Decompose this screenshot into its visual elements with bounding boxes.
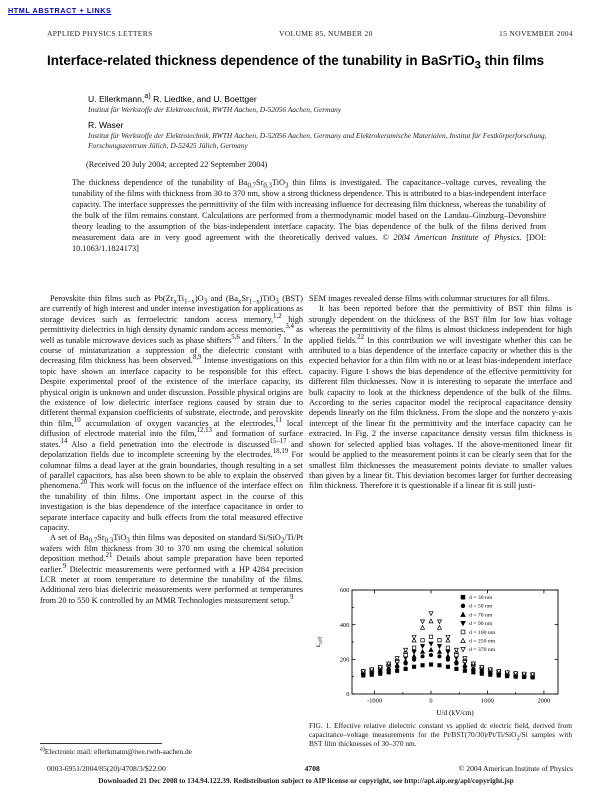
svg-text:d = 90 nm: d = 90 nm <box>469 621 493 628</box>
body-paragraph: It has been reported before that the permittivity of BST thin films is strongly dependent on the thickness of the BST film for low bias voltage whereas the permittivity of the films is almost thickness independent for high applied fields.$^{22}$ In this contribution we will investigate whether this can be attributed to a bias dependence of the interface capacity or whether this is the expected behavior for a thin film with no or at least bias-independent interface capacity. Figure 1 shows the bias dependence of the effective permittivity for different film thicknesses. Now it is interesting to separate the interface and bulk capacity to look at the thickness dependence of the bulk of the films. According to the series capacitor model the reciprocal capacitance density depends linearly on the film thickness. From the slope and the nonzero y-axis intercept of the linear fit the permittivity and the interface capacity can be extracted. In Fig. 2 the inverse capacitance density versus film thickness is shown for selected applied bias voltages. If the above-mentioned linear fit would be applied to the measurement points it can be clearly seen that for the smallest film thicknesses the measurement points deviate to smaller values than given by a linear fit. This deviation becomes larger for further decreasing film thickness. Therefore it is questionable if a linear fit is still justi- <box>309 304 572 491</box>
svg-text:d = 250 nm: d = 250 nm <box>469 638 496 645</box>
svg-text:-1000: -1000 <box>367 697 383 705</box>
svg-text:0: 0 <box>346 691 350 699</box>
svg-text:200: 200 <box>339 656 350 664</box>
affiliation-2: Institut für Werkstoffe der Elektrotechnik, RWTH Aachen, D-52056 Aachen, Germany and Elektrokeramische Materialen, Institut für Festkörperforschung, Forschungszentrum Jülich, D-52425 Jülich, Germany <box>88 131 547 150</box>
author-footnote: $^{a)}$Electronic mail: ellerkmann@iwe.rwth-aachen.de <box>40 747 303 756</box>
page-footer <box>47 764 573 773</box>
svg-text:1000: 1000 <box>481 697 494 705</box>
journal-date: 15 NOVEMBER 2004 <box>499 29 573 38</box>
body-paragraph: Perovskite thin films such as $Pb(Zr_xTi_{1-x})O_3$ and $(Ba_xSr_{1-x})TiO_3$ (BST) are currently of high interest and under intense investigation for applications as storage devices such as ferroelectric random access memory,$^{1,2}$ high permittivity dielectrics in high density dynamic random access memories,$^{3,4}$ as well as tunable microwave devices such as phase shifters$^{5,6}$ and filters.$^7$ In the course of miniaturization a suppression of the dielectric constant with decreasing film thickness has been observed.$^{8,9}$ Intense investigations on this topic have shown an interface capacity to be responsible for this effect. Despite experimental proof of the existence of the interface capacity, its physical origin is unknown and under discussion. Possible physical origins are the existence of low dielectric interface regions caused by strain due to different thermal expansion coefficients of substrate, electrode, and perovskite thin film,$^{10}$ accumulation of oxygen vacancies at the electrodes,$^{11}$ local diffusion of electrode material into the film,$^{12,13}$ and formation of surface states.$^{14}$ Also a field penetration into the electrode is discussed$^{15-17}$ and depolarization fields due to incomplete screening by the electrodes.$^{18,19}$ For columnar films a dead layer at the grain boundaries, though resulting in a set of parallel capacitors, has also been shown to be able to explain the observed phenomena.$^{20}$ This work will focus on the influence of the interface effect on the tunability of thin films. One important aspect in the course of this investigation is the bias dependence of the interface capacitance in order to separate interface capacity and bulk effects from the total measured effective capacity. <box>40 294 304 532</box>
svg-text:600: 600 <box>339 587 350 595</box>
issn-copyright-code: 0003-6951/2004/85(20)/4708/3/$22.00 <box>47 764 166 773</box>
footnote-rule <box>40 743 162 744</box>
abstract: The thickness dependence of the tunability of $Ba_{0.7}Sr_{0.3}TiO_3$ thin films is investigated. The capacitance–voltage curves, revealing the tunability of the films with thickness from 30 to 370 nm, show a strong thickness dependence. This is attributed to a bias-independent interface capacity. The interface suppresses the permittivity of the film with increasing influence for decreasing film thickness, whereas the tunability of the bulk of the film remains constant. Calculations are performed from a thermodynamic model based on the Landau–Ginzburg–Devonshire theory leading to the assumption of the bias-independent interface capacity. The bias dependence of the bulk of the films derived from measurement data are in very good agreement with the theoretically derived values. © 2004 American Institute of Physics. [DOI: 10.1063/1.1824173] <box>72 178 547 254</box>
journal-header <box>47 29 573 38</box>
received-line: (Received 20 July 2004; accepted 22 September 2004) <box>86 160 268 169</box>
right-column <box>309 294 572 492</box>
authors-line-2: R. Waser <box>88 120 124 131</box>
svg-text:d = 100 nm: d = 100 nm <box>469 629 496 636</box>
body-paragraph: SEM images revealed dense films with columnar structures for all films. <box>309 294 550 303</box>
svg-text:0: 0 <box>429 697 433 705</box>
figure-1-chart <box>309 584 572 720</box>
left-column <box>40 294 303 606</box>
affiliation-1: Institut für Werkstoffe der Elektrotechnik, RWTH Aachen, D-52056 Aachen, Germany <box>88 105 342 114</box>
body-paragraph: A set of $Ba_{0.7}Sr_{0.3}TiO_3$ thin films was deposited on standard Si/SiO$_2$/Ti/Pt wafers with film thickness from 30 to 370 nm using the chemical solution deposition method.$^{21}$ Details about sample preparation have been reported earlier.$^9$ Dielectric measurements were performed with a HP 4284 precision LCR meter at room temperature to determine the tunability of the films. Additional zero bias dielectric measurements were performed at temperatures from 20 to 550 K controlled by an MMR Technologies measurement setup.$^9$ <box>40 533 303 605</box>
html-abstract-links-link[interactable]: HTML ABSTRACT + LINKS <box>8 6 112 15</box>
figure-1-caption: FIG. 1. Effective relative dielectric constant vs applied dc electric field, derived from capacitance–voltage measurements for the Pt/BST(70/30)/Pt/Ti/SiO$_2$/Si samples with BST film thicknesses of 30–370 nm. <box>309 721 572 748</box>
authors-line-1: U. Ellerkmann,$^{a)}$ R. Liedtke, and U. Boettger <box>88 92 257 104</box>
svg-text:400: 400 <box>339 621 350 629</box>
svg-text:U/d (kV/cm): U/d (kV/cm) <box>436 708 474 717</box>
svg-text:εr,eff: $\varepsilon_{r,eff}$ <box>314 636 324 648</box>
article-title: Interface-related thickness dependence of the tunability in BaSrTiO$_3$ thin films <box>47 53 545 72</box>
figure-1 <box>309 584 572 720</box>
svg-text:2000: 2000 <box>537 697 551 705</box>
author-block <box>88 94 558 150</box>
journal-volume: VOLUME 85, NUMBER 20 <box>278 29 373 38</box>
page-number: 4708 <box>304 764 320 773</box>
download-notice: Downloaded 21 Dec 2008 to 134.94.122.39. Redistribution subject to AIP license or copyright, see http://apl.aip.org/apl/copyright.jsp <box>98 776 514 785</box>
svg-text:d = 30 nm: d = 30 nm <box>469 595 493 601</box>
svg-text:d = 70 nm: d = 70 nm <box>469 612 493 619</box>
svg-text:d = 370 nm: d = 370 nm <box>469 647 496 654</box>
svg-text:d = 50 nm: d = 50 nm <box>469 603 493 610</box>
journal-name: APPLIED PHYSICS LETTERS <box>47 29 153 38</box>
aip-copyright: © 2004 American Institute of Physics <box>458 764 573 773</box>
